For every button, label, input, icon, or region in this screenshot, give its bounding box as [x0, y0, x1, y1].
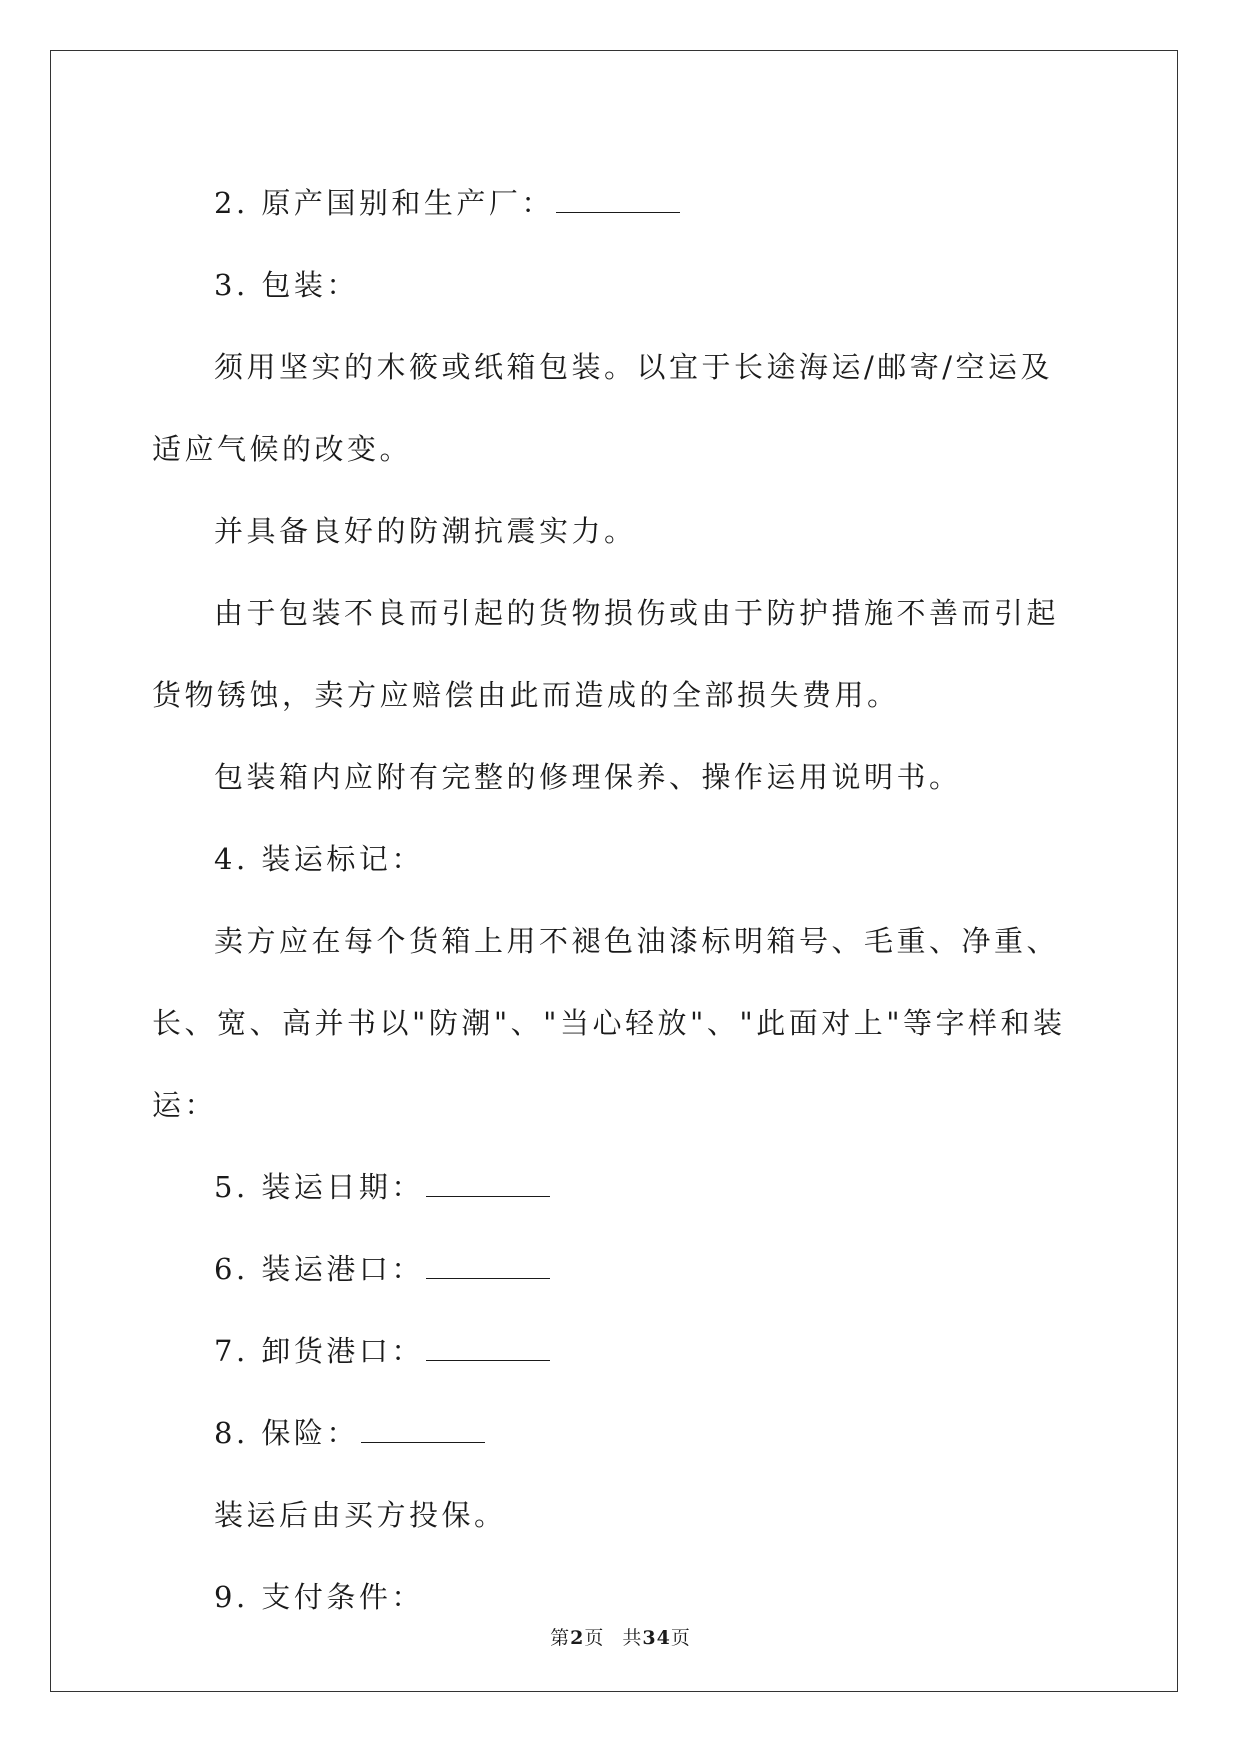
paragraph-text: 由于包装不良而引起的货物损伤或由于防护措施不善而引起货物锈蚀，卖方应赔偿由此而造成的全部损失费用。 [152, 596, 1060, 712]
fill-blank [426, 1256, 550, 1279]
page-footer [0, 1623, 1241, 1650]
paragraph-damage-liability [152, 572, 1084, 736]
fill-blank [426, 1174, 550, 1197]
paragraph-manual [152, 736, 1084, 818]
paragraph-moisture-proof [152, 490, 1084, 572]
paragraph-text: 2. 原产国别和生产厂： [214, 186, 554, 220]
paragraph-insurance-detail [152, 1474, 1084, 1556]
paragraph-text: 装运后由买方投保。 [214, 1498, 507, 1532]
paragraph-loading-port [152, 1228, 1084, 1310]
document-body [152, 162, 1084, 1638]
paragraph-insurance [152, 1392, 1084, 1474]
fill-blank [556, 190, 680, 213]
total-suffix: 页 [670, 1627, 691, 1649]
paragraph-text: 卖方应在每个货箱上用不褪色油漆标明箱号、毛重、净重、长、宽、高并书以"防潮"、"当心轻放"、"此面对上"等字样和装运： [152, 924, 1066, 1122]
paragraph-text: 6. 装运港口： [214, 1252, 424, 1286]
paragraph-text: 3. 包装： [214, 268, 359, 302]
total-prefix: 共 [622, 1627, 643, 1649]
page-prefix: 第 [550, 1627, 571, 1649]
total-pages: 34 [642, 1627, 671, 1649]
paragraph-text: 并具备良好的防潮抗震实力。 [214, 514, 637, 548]
paragraph-packing-heading [152, 244, 1084, 326]
paragraph-text: 4. 装运标记： [214, 842, 424, 876]
paragraph-discharge-port [152, 1310, 1084, 1392]
paragraph-shipment-date [152, 1146, 1084, 1228]
paragraph-marks-detail [152, 900, 1084, 1146]
paragraph-packing-material [152, 326, 1084, 490]
fill-blank [426, 1338, 550, 1361]
fill-blank [361, 1420, 485, 1443]
paragraph-marks-heading [152, 818, 1084, 900]
paragraph-text: 9. 支付条件： [214, 1580, 424, 1614]
paragraph-text: 5. 装运日期： [214, 1170, 424, 1204]
page-suffix: 页 [584, 1627, 605, 1649]
paragraph-text: 8. 保险： [214, 1416, 359, 1450]
page-number: 2 [570, 1627, 585, 1649]
paragraph-text: 7. 卸货港口： [214, 1334, 424, 1368]
paragraph-origin [152, 162, 1084, 244]
paragraph-text: 须用坚实的木筱或纸箱包装。以宜于长途海运/邮寄/空运及适应气候的改变。 [152, 350, 1054, 466]
paragraph-text: 包装箱内应附有完整的修理保养、操作运用说明书。 [214, 760, 962, 794]
